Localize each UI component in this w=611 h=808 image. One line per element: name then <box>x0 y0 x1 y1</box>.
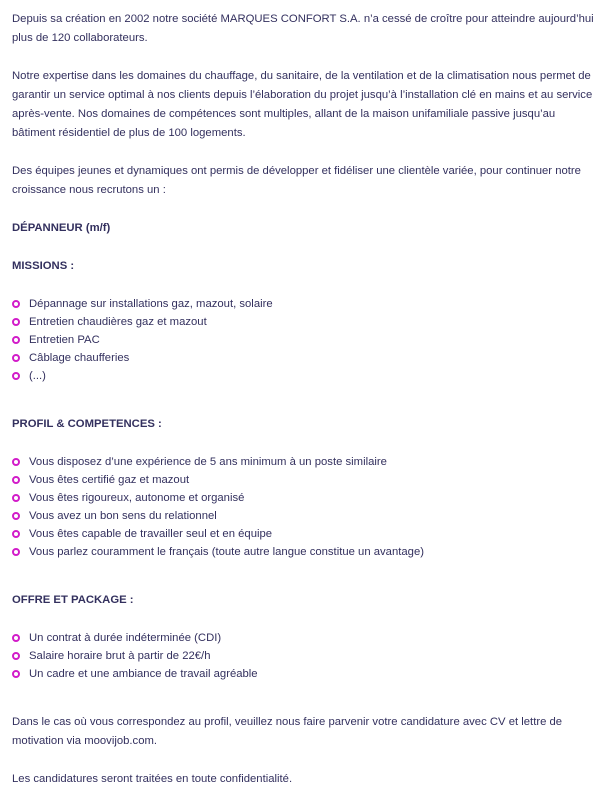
closing-paragraph-1: Dans le cas où vous correspondez au profil, veuillez nous faire parvenir votre candidature avec CV et lettre de motivation via moovijob.com. <box>12 716 563 747</box>
list-item <box>12 331 599 349</box>
intro-paragraph-1: Depuis sa création en 2002 notre société MARQUES CONFORT S.A. n’a cessé de croître pour atteindre aujourd’hui plus de 120 collaborateurs. <box>12 13 594 44</box>
list-item-text: Vous êtes certifié gaz et mazout <box>29 474 190 486</box>
list-item <box>12 489 599 507</box>
list-item-text: Vous êtes rigoureux, autonome et organisé <box>29 492 245 504</box>
circle-bullet-icon <box>12 670 20 678</box>
circle-bullet-icon <box>12 512 20 520</box>
list-item <box>12 453 599 471</box>
missions-heading: MISSIONS : <box>12 260 75 272</box>
list-item <box>12 647 599 665</box>
list-item-text: Câblage chaufferies <box>29 352 130 364</box>
circle-bullet-icon <box>12 354 20 362</box>
list-item <box>12 525 599 543</box>
circle-bullet-icon <box>12 494 20 502</box>
intro-paragraph-2: Notre expertise dans les domaines du chauffage, du sanitaire, de la ventilation et de la climatisation nous permet de garantir un service optimal à nos clients depuis l’élaboration du projet jusqu’à l’installation clé en mains et au service après-vente. Nos domaines de compétences sont multiples, allant de la maison unifamiliale passive jusqu’au bâtiment résidentiel de plus de 100 logements. <box>12 70 593 139</box>
list-item-text: Vous avez un bon sens du relationnel <box>29 510 217 522</box>
circle-bullet-icon <box>12 634 20 642</box>
list-item-text: Entretien chaudières gaz et mazout <box>29 316 207 328</box>
circle-bullet-icon <box>12 530 20 538</box>
list-item-text: Dépannage sur installations gaz, mazout, solaire <box>29 298 273 310</box>
list-item-text: Un cadre et une ambiance de travail agréable <box>29 668 258 680</box>
list-item <box>12 367 599 385</box>
circle-bullet-icon <box>12 300 20 308</box>
list-item-text: (...) <box>29 370 46 382</box>
list-item <box>12 629 599 647</box>
list-item <box>12 349 599 367</box>
circle-bullet-icon <box>12 318 20 326</box>
closing-paragraph-2: Les candidatures seront traitées en toute confidentialité. <box>12 773 293 785</box>
list-item-text: Entretien PAC <box>29 334 100 346</box>
circle-bullet-icon <box>12 548 20 556</box>
list-item <box>12 507 599 525</box>
list-item-text: Un contrat à durée indéterminée (CDI) <box>29 632 222 644</box>
list-item <box>12 543 599 561</box>
list-item <box>12 295 599 313</box>
profile-heading: PROFIL & COMPETENCES : <box>12 418 162 430</box>
circle-bullet-icon <box>12 372 20 380</box>
list-item-text: Vous parlez couramment le français (toute autre langue constitue un avantage) <box>29 546 424 558</box>
circle-bullet-icon <box>12 458 20 466</box>
intro-paragraph-3: Des équipes jeunes et dynamiques ont permis de développer et fidéliser une clientèle variée, pour continuer notre croissance nous recrutons un : <box>12 165 581 196</box>
list-item-text: Vous disposez d’une expérience de 5 ans minimum à un poste similaire <box>29 456 387 468</box>
missions-list <box>12 295 599 385</box>
list-item <box>12 471 599 489</box>
list-item <box>12 313 599 331</box>
offer-heading: OFFRE ET PACKAGE : <box>12 594 134 606</box>
list-item <box>12 665 599 683</box>
circle-bullet-icon <box>12 652 20 660</box>
profile-list <box>12 453 599 561</box>
list-item-text: Vous êtes capable de travailler seul et en équipe <box>29 528 273 540</box>
job-title: DÉPANNEUR (m/f) <box>12 222 111 234</box>
circle-bullet-icon <box>12 476 20 484</box>
circle-bullet-icon <box>12 336 20 344</box>
offer-list <box>12 629 599 683</box>
list-item-text: Salaire horaire brut à partir de 22€/h <box>29 650 211 662</box>
